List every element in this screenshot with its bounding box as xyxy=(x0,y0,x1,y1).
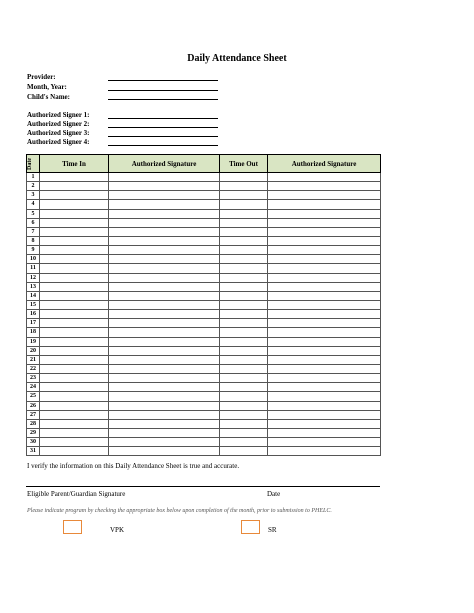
time-in-cell[interactable] xyxy=(40,200,109,209)
time-out-cell[interactable] xyxy=(220,346,268,355)
month-year-label: Month, Year: xyxy=(27,83,67,91)
signature-out-cell[interactable] xyxy=(268,383,381,392)
sr-label: SR xyxy=(268,526,277,534)
table-row xyxy=(27,355,381,364)
time-out-cell[interactable] xyxy=(220,355,268,364)
vpk-checkbox[interactable] xyxy=(63,520,82,534)
time-in-header: Time In xyxy=(40,155,109,173)
signature-in-cell[interactable] xyxy=(109,173,220,182)
signature-out-cell[interactable] xyxy=(268,191,381,200)
day-number: 8 xyxy=(27,236,40,245)
signature-out-cell[interactable] xyxy=(268,410,381,419)
table-row xyxy=(27,419,381,428)
authorized-signature-in-header: Authorized Signature xyxy=(109,155,220,173)
date-header: Date xyxy=(27,155,40,173)
signature-out-cell[interactable] xyxy=(268,392,381,401)
sr-checkbox[interactable] xyxy=(241,520,260,534)
signature-in-cell[interactable] xyxy=(109,346,220,355)
time-in-cell[interactable] xyxy=(40,364,109,373)
signature-in-cell[interactable] xyxy=(109,282,220,291)
time-in-cell[interactable] xyxy=(40,255,109,264)
day-number: 20 xyxy=(27,346,40,355)
signature-in-cell[interactable] xyxy=(109,392,220,401)
signature-in-cell[interactable] xyxy=(109,355,220,364)
day-number: 21 xyxy=(27,355,40,364)
time-in-cell[interactable] xyxy=(40,291,109,300)
day-number: 24 xyxy=(27,383,40,392)
signature-label: Eligible Parent/Guardian Signature xyxy=(27,490,126,498)
time-out-cell[interactable] xyxy=(220,401,268,410)
signature-out-cell[interactable] xyxy=(268,310,381,319)
day-number: 31 xyxy=(27,447,40,456)
time-out-cell[interactable] xyxy=(220,383,268,392)
signature-out-cell[interactable] xyxy=(268,428,381,437)
signature-in-cell[interactable] xyxy=(109,182,220,191)
day-number: 25 xyxy=(27,392,40,401)
signature-in-cell[interactable] xyxy=(109,273,220,282)
time-in-cell[interactable] xyxy=(40,383,109,392)
time-out-cell[interactable] xyxy=(220,255,268,264)
table-row xyxy=(27,291,381,300)
day-number: 23 xyxy=(27,374,40,383)
table-header-row xyxy=(27,155,381,173)
day-number: 10 xyxy=(27,255,40,264)
signature-out-cell[interactable] xyxy=(268,273,381,282)
page-title: Daily Attendance Sheet xyxy=(187,53,287,64)
signature-out-cell[interactable] xyxy=(268,218,381,227)
day-number: 11 xyxy=(27,264,40,273)
table-row xyxy=(27,392,381,401)
child-name-field[interactable] xyxy=(108,99,218,100)
authorized-signature-out-header: Authorized Signature xyxy=(268,155,381,173)
signature-in-cell[interactable] xyxy=(109,319,220,328)
time-in-cell[interactable] xyxy=(40,264,109,273)
signature-in-cell[interactable] xyxy=(109,236,220,245)
signer-2-label: Authorized Signer 2: xyxy=(27,120,90,128)
time-out-cell[interactable] xyxy=(220,209,268,218)
time-out-cell[interactable] xyxy=(220,428,268,437)
day-number: 12 xyxy=(27,273,40,282)
table-row xyxy=(27,319,381,328)
time-out-cell[interactable] xyxy=(220,227,268,236)
time-out-cell[interactable] xyxy=(220,374,268,383)
signature-out-cell[interactable] xyxy=(268,291,381,300)
time-in-cell[interactable] xyxy=(40,227,109,236)
time-in-cell[interactable] xyxy=(40,310,109,319)
time-out-header: Time Out xyxy=(220,155,268,173)
signature-out-cell[interactable] xyxy=(268,364,381,373)
day-number: 4 xyxy=(27,200,40,209)
signature-out-cell[interactable] xyxy=(268,447,381,456)
table-row xyxy=(27,447,381,456)
time-out-cell[interactable] xyxy=(220,264,268,273)
signature-in-cell[interactable] xyxy=(109,191,220,200)
signature-in-cell[interactable] xyxy=(109,246,220,255)
table-row xyxy=(27,273,381,282)
attendance-table xyxy=(26,154,381,456)
day-number: 9 xyxy=(27,246,40,255)
signature-out-cell[interactable] xyxy=(268,264,381,273)
table-row xyxy=(27,383,381,392)
signature-out-cell[interactable] xyxy=(268,227,381,236)
time-in-cell[interactable] xyxy=(40,273,109,282)
signature-in-cell[interactable] xyxy=(109,447,220,456)
signature-out-cell[interactable] xyxy=(268,374,381,383)
table-row xyxy=(27,282,381,291)
day-number: 13 xyxy=(27,282,40,291)
day-number: 17 xyxy=(27,319,40,328)
signature-out-cell[interactable] xyxy=(268,438,381,447)
time-out-cell[interactable] xyxy=(220,419,268,428)
time-out-cell[interactable] xyxy=(220,218,268,227)
time-out-cell[interactable] xyxy=(220,291,268,300)
time-out-cell[interactable] xyxy=(220,182,268,191)
table-row xyxy=(27,300,381,309)
provider-label: Provider: xyxy=(27,73,56,81)
day-number: 27 xyxy=(27,410,40,419)
table-row xyxy=(27,438,381,447)
day-number: 26 xyxy=(27,401,40,410)
day-number: 3 xyxy=(27,191,40,200)
time-in-cell[interactable] xyxy=(40,447,109,456)
day-number: 6 xyxy=(27,218,40,227)
signer-3-field[interactable] xyxy=(108,136,218,137)
time-out-cell[interactable] xyxy=(220,337,268,346)
vpk-label: VPK xyxy=(110,526,125,534)
day-number: 22 xyxy=(27,364,40,373)
signer-3-label: Authorized Signer 3: xyxy=(27,129,90,137)
signature-out-cell[interactable] xyxy=(268,355,381,364)
table-row xyxy=(27,191,381,200)
table-row xyxy=(27,374,381,383)
time-in-cell[interactable] xyxy=(40,337,109,346)
time-in-cell[interactable] xyxy=(40,392,109,401)
verification-statement: I verify the information on this Daily Attendance Sheet is true and accurate. xyxy=(27,462,240,470)
day-number: 7 xyxy=(27,227,40,236)
time-out-cell[interactable] xyxy=(220,282,268,291)
signature-out-cell[interactable] xyxy=(268,401,381,410)
time-in-cell[interactable] xyxy=(40,328,109,337)
time-out-cell[interactable] xyxy=(220,200,268,209)
time-in-cell[interactable] xyxy=(40,209,109,218)
time-in-cell[interactable] xyxy=(40,173,109,182)
table-row xyxy=(27,337,381,346)
day-number: 29 xyxy=(27,428,40,437)
time-out-cell[interactable] xyxy=(220,310,268,319)
day-number: 28 xyxy=(27,419,40,428)
time-out-cell[interactable] xyxy=(220,173,268,182)
time-in-cell[interactable] xyxy=(40,218,109,227)
time-in-cell[interactable] xyxy=(40,282,109,291)
table-row xyxy=(27,255,381,264)
signature-out-cell[interactable] xyxy=(268,346,381,355)
table-row xyxy=(27,227,381,236)
time-out-cell[interactable] xyxy=(220,392,268,401)
signer-1-field[interactable] xyxy=(108,118,218,119)
table-row xyxy=(27,209,381,218)
table-row xyxy=(27,218,381,227)
table-row xyxy=(27,410,381,419)
time-in-cell[interactable] xyxy=(40,191,109,200)
time-in-cell[interactable] xyxy=(40,346,109,355)
time-out-cell[interactable] xyxy=(220,438,268,447)
signature-out-cell[interactable] xyxy=(268,236,381,245)
signature-in-cell[interactable] xyxy=(109,410,220,419)
time-in-cell[interactable] xyxy=(40,300,109,309)
signature-in-cell[interactable] xyxy=(109,438,220,447)
signature-in-cell[interactable] xyxy=(109,264,220,273)
signer-4-field[interactable] xyxy=(108,145,218,146)
time-in-cell[interactable] xyxy=(40,419,109,428)
time-in-cell[interactable] xyxy=(40,374,109,383)
time-out-cell[interactable] xyxy=(220,236,268,245)
signature-in-cell[interactable] xyxy=(109,310,220,319)
month-year-field[interactable] xyxy=(108,90,218,91)
signature-out-cell[interactable] xyxy=(268,200,381,209)
day-number: 18 xyxy=(27,328,40,337)
time-in-cell[interactable] xyxy=(40,355,109,364)
signature-in-cell[interactable] xyxy=(109,200,220,209)
time-out-cell[interactable] xyxy=(220,364,268,373)
table-row xyxy=(27,236,381,245)
day-number: 15 xyxy=(27,300,40,309)
signature-in-cell[interactable] xyxy=(109,255,220,264)
signature-in-cell[interactable] xyxy=(109,218,220,227)
day-number: 19 xyxy=(27,337,40,346)
time-out-cell[interactable] xyxy=(220,447,268,456)
time-in-cell[interactable] xyxy=(40,401,109,410)
signature-out-cell[interactable] xyxy=(268,419,381,428)
provider-field[interactable] xyxy=(108,80,218,81)
signer-2-field[interactable] xyxy=(108,127,218,128)
signature-in-cell[interactable] xyxy=(109,374,220,383)
table-row xyxy=(27,173,381,182)
table-row xyxy=(27,401,381,410)
day-number: 1 xyxy=(27,173,40,182)
time-in-cell[interactable] xyxy=(40,236,109,245)
signature-out-cell[interactable] xyxy=(268,173,381,182)
time-in-cell[interactable] xyxy=(40,246,109,255)
time-in-cell[interactable] xyxy=(40,410,109,419)
time-out-cell[interactable] xyxy=(220,410,268,419)
time-in-cell[interactable] xyxy=(40,428,109,437)
signature-in-cell[interactable] xyxy=(109,364,220,373)
signer-1-label: Authorized Signer 1: xyxy=(27,111,90,119)
date-label: Date xyxy=(267,490,281,498)
signature-out-cell[interactable] xyxy=(268,182,381,191)
signature-line[interactable] xyxy=(26,486,380,487)
signature-out-cell[interactable] xyxy=(268,300,381,309)
signature-in-cell[interactable] xyxy=(109,401,220,410)
signature-out-cell[interactable] xyxy=(268,328,381,337)
day-number: 5 xyxy=(27,209,40,218)
table-row xyxy=(27,182,381,191)
day-number: 2 xyxy=(27,182,40,191)
time-out-cell[interactable] xyxy=(220,246,268,255)
signer-4-label: Authorized Signer 4: xyxy=(27,138,90,146)
time-out-cell[interactable] xyxy=(220,328,268,337)
time-in-cell[interactable] xyxy=(40,438,109,447)
signature-in-cell[interactable] xyxy=(109,428,220,437)
day-number: 30 xyxy=(27,438,40,447)
table-row xyxy=(27,328,381,337)
day-number: 16 xyxy=(27,310,40,319)
day-number: 14 xyxy=(27,291,40,300)
signature-in-cell[interactable] xyxy=(109,337,220,346)
child-name-label: Child's Name: xyxy=(27,93,70,101)
table-row xyxy=(27,200,381,209)
time-in-cell[interactable] xyxy=(40,182,109,191)
time-in-cell[interactable] xyxy=(40,319,109,328)
time-out-cell[interactable] xyxy=(220,300,268,309)
program-instruction: Please indicate program by checking the appropriate box below upon completion of the month, prior to submission to PHELC. xyxy=(27,508,332,514)
table-row xyxy=(27,310,381,319)
table-row xyxy=(27,346,381,355)
signature-in-cell[interactable] xyxy=(109,227,220,236)
signature-out-cell[interactable] xyxy=(268,337,381,346)
signature-in-cell[interactable] xyxy=(109,383,220,392)
signature-out-cell[interactable] xyxy=(268,282,381,291)
signature-out-cell[interactable] xyxy=(268,255,381,264)
time-out-cell[interactable] xyxy=(220,319,268,328)
signature-in-cell[interactable] xyxy=(109,300,220,309)
signature-in-cell[interactable] xyxy=(109,291,220,300)
table-row xyxy=(27,246,381,255)
signature-out-cell[interactable] xyxy=(268,319,381,328)
signature-in-cell[interactable] xyxy=(109,419,220,428)
signature-out-cell[interactable] xyxy=(268,246,381,255)
time-out-cell[interactable] xyxy=(220,273,268,282)
table-row xyxy=(27,364,381,373)
table-row xyxy=(27,264,381,273)
signature-in-cell[interactable] xyxy=(109,209,220,218)
table-row xyxy=(27,428,381,437)
signature-out-cell[interactable] xyxy=(268,209,381,218)
time-out-cell[interactable] xyxy=(220,191,268,200)
signature-in-cell[interactable] xyxy=(109,328,220,337)
